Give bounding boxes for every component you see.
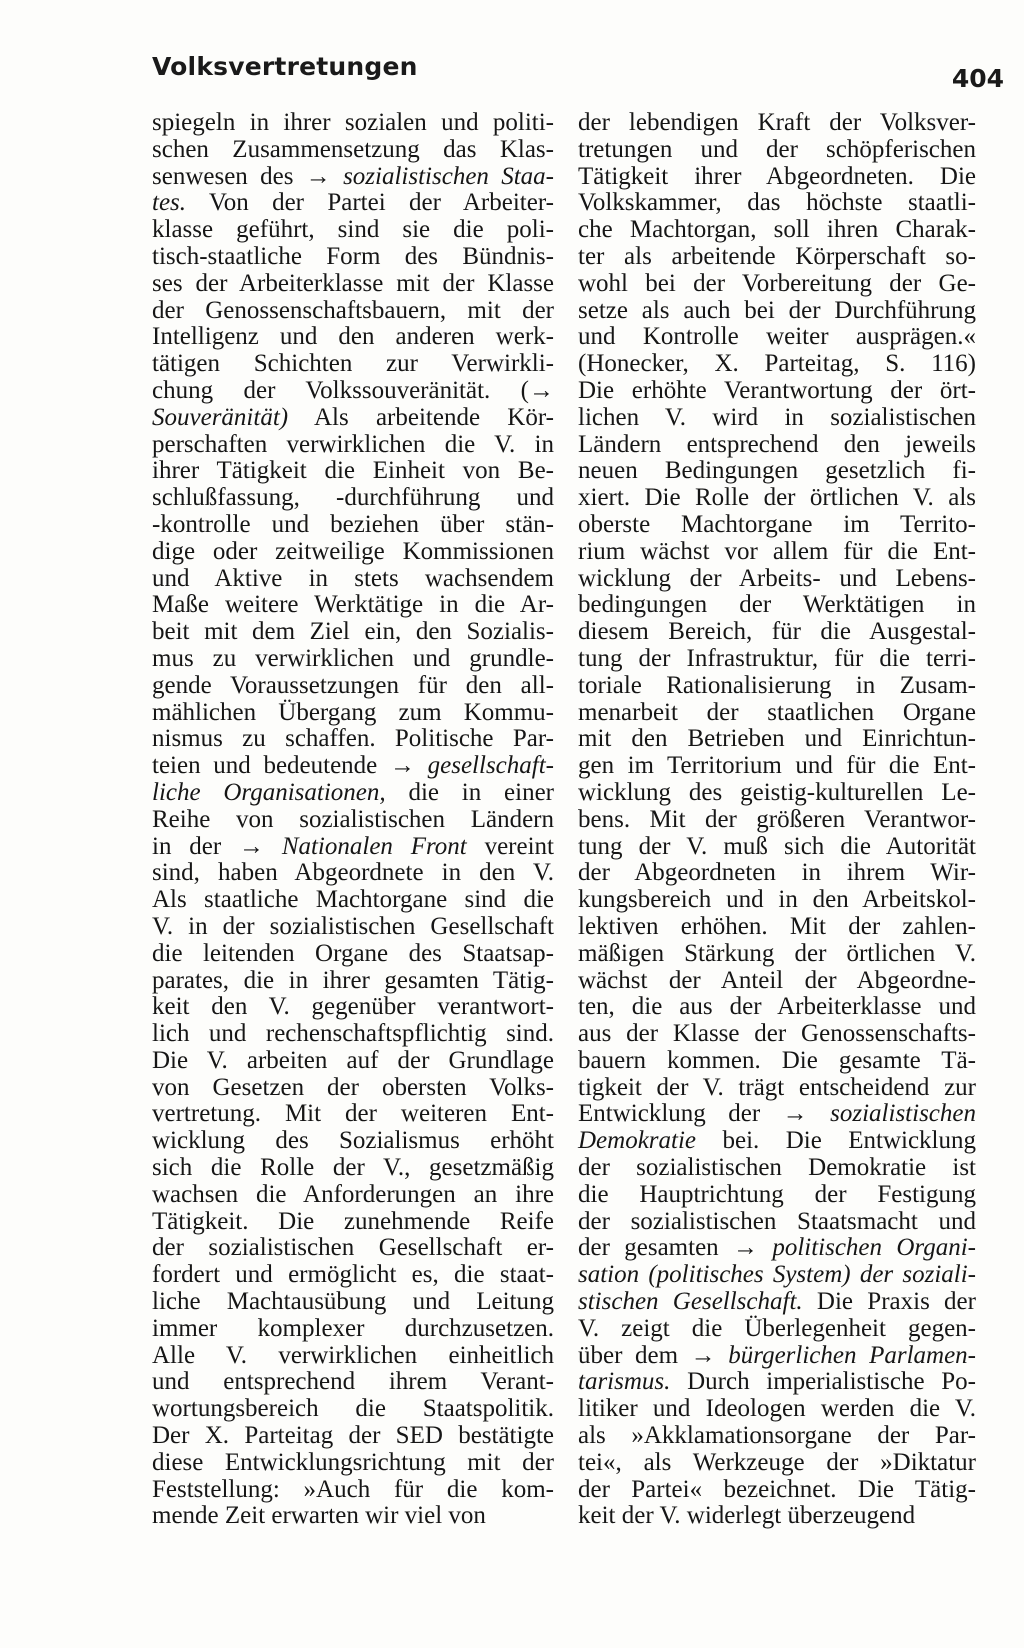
- body-text: (Honecker, X. Parteitag, S. 116): [578, 350, 976, 378]
- body-text: Als arbeitende Kör-: [288, 403, 554, 431]
- body-text: mählichen Übergang zum Kommu-: [152, 698, 554, 726]
- text-line: [152, 1369, 554, 1396]
- body-text: gende Voraussetzungen für den all-: [152, 671, 554, 699]
- body-text: bedingungen der Werktätigen in: [578, 591, 976, 619]
- text-line: [152, 1128, 554, 1155]
- body-text: tei«, als Werkzeuge der »Diktatur: [578, 1448, 976, 1476]
- text-line: [578, 566, 976, 593]
- body-text: Durch imperialistische Po-: [670, 1368, 976, 1396]
- body-text: rium wächst vor allem für die Ent-: [578, 537, 976, 565]
- body-text: mus zu verwirklichen und grundle-: [152, 644, 554, 672]
- page-number: 404: [951, 64, 1004, 93]
- body-text: bauern kommen. Die gesamte Tä-: [578, 1046, 976, 1074]
- body-text: diese Entwicklungsrichtung mit der: [152, 1448, 554, 1476]
- text-line: [578, 1503, 976, 1530]
- body-text: Entwicklung der →: [578, 1100, 831, 1128]
- text-line: [578, 324, 976, 351]
- text-line: [152, 726, 554, 753]
- body-text: chung der Volkssouveränität. (→: [152, 376, 554, 404]
- text-line: [152, 673, 554, 700]
- text-line: [578, 405, 976, 432]
- body-text: immer komplexer durchzusetzen.: [152, 1314, 554, 1342]
- text-line: [152, 1316, 554, 1343]
- text-line: [152, 914, 554, 941]
- text-line: [578, 941, 976, 968]
- body-text: perschaften verwirklichen die V. in: [152, 430, 554, 458]
- body-text: fordert und ermöglicht es, die staat-: [152, 1261, 554, 1289]
- body-text: tigkeit der V. trägt entscheidend zur: [578, 1073, 976, 1101]
- text-line: [578, 458, 976, 485]
- text-line: [578, 887, 976, 914]
- text-line: [578, 1182, 976, 1209]
- text-line: [578, 700, 976, 727]
- text-line: [152, 1155, 554, 1182]
- text-line: [152, 164, 554, 191]
- body-text: gen im Territorium und für die Ent-: [578, 752, 976, 780]
- text-line: [578, 539, 976, 566]
- italic-reference-text: tes.: [152, 189, 187, 217]
- italic-reference-text: Demokratie: [578, 1127, 697, 1155]
- body-text: Volkskammer, das höchste staatli-: [578, 189, 976, 217]
- body-text: teien und bedeutende →: [152, 752, 428, 780]
- body-text: bens. Mit der größeren Verantwor-: [578, 805, 976, 833]
- text-line: [152, 807, 554, 834]
- body-text: lektiven erhöhen. Mit der zahlen-: [578, 912, 976, 940]
- text-line: [578, 619, 976, 646]
- text-line: [578, 298, 976, 325]
- body-text: tisch-staatliche Form des Bündnis-: [152, 242, 554, 270]
- body-text: V. in der sozialistischen Gesellschaft: [152, 912, 554, 940]
- text-line: [152, 1450, 554, 1477]
- body-text: diesem Bereich, für die Ausgestal-: [578, 618, 976, 646]
- right-text-column: [578, 110, 976, 1530]
- text-line: [152, 1048, 554, 1075]
- text-line: [578, 164, 976, 191]
- text-line: [578, 351, 976, 378]
- text-line: [152, 244, 554, 271]
- text-line: [578, 244, 976, 271]
- text-line: [578, 1075, 976, 1102]
- text-line: [578, 1450, 976, 1477]
- body-text: Die Praxis der: [802, 1288, 976, 1316]
- body-text: Der X. Parteitag der SED bestätigte: [152, 1422, 554, 1450]
- body-text: sind, haben Abgeordnete in den V.: [152, 859, 554, 887]
- text-line: [578, 1048, 976, 1075]
- body-text: wicklung des geistig-kulturellen Le-: [578, 778, 976, 806]
- body-text: wicklung des Sozialismus erhöht: [152, 1127, 554, 1155]
- italic-reference-text: bürgerlichen Parlamen-: [728, 1341, 976, 1369]
- text-line: [152, 1289, 554, 1316]
- text-line: [578, 592, 976, 619]
- text-line: [578, 432, 976, 459]
- text-line: [152, 1262, 554, 1289]
- body-text: dige oder zeitweilige Kommissionen: [152, 537, 554, 565]
- text-line: [152, 1182, 554, 1209]
- italic-reference-text: politischen Organi-: [772, 1234, 976, 1262]
- body-text: über dem →: [578, 1341, 729, 1369]
- body-text: die in einer: [385, 778, 554, 806]
- text-line: [578, 646, 976, 673]
- text-line: [152, 324, 554, 351]
- text-line: [152, 432, 554, 459]
- body-text: der lebendigen Kraft der Volksver-: [578, 109, 976, 136]
- body-text: tung der Infrastruktur, für die terri-: [578, 644, 976, 672]
- text-line: [578, 137, 976, 164]
- text-line: [578, 190, 976, 217]
- text-line: [578, 1289, 976, 1316]
- body-text: litiker und Ideologen werden die V.: [578, 1395, 976, 1423]
- body-text: Die erhöhte Verantwortung der ört-: [578, 376, 976, 404]
- text-line: [152, 1396, 554, 1423]
- text-line: [578, 110, 976, 137]
- text-line: [152, 137, 554, 164]
- text-line: [152, 566, 554, 593]
- text-line: [578, 1209, 976, 1236]
- body-text: mende Zeit erwarten wir viel von: [152, 1502, 486, 1530]
- body-text: schlußfassung, -durchführung und: [152, 484, 554, 512]
- body-text: ses der Arbeiterklasse mit der Klasse: [152, 269, 554, 297]
- body-text: der sozialistischen Demokratie ist: [578, 1154, 976, 1182]
- body-text: aus der Klasse der Genossenschafts-: [578, 1020, 976, 1048]
- body-text: menarbeit der staatlichen Organe: [578, 698, 976, 726]
- body-text: wicklung der Arbeits- und Lebens-: [578, 564, 976, 592]
- italic-reference-text: sation (politisches System) der soziali-: [578, 1261, 976, 1289]
- body-text: wächst der Anteil der Abgeordne-: [578, 966, 976, 994]
- body-text: und entsprechend ihrem Verant-: [152, 1368, 554, 1396]
- body-text: neuen Bedingungen gesetzlich fi-: [578, 457, 976, 485]
- text-line: [152, 780, 554, 807]
- text-line: [578, 673, 976, 700]
- italic-reference-text: sozialistischen: [830, 1100, 976, 1128]
- body-text: von Gesetzen der obersten Volks-: [152, 1073, 554, 1101]
- body-text: liche Machtausübung und Leitung: [152, 1288, 554, 1316]
- text-line: [152, 405, 554, 432]
- body-text: Tätigkeit ihrer Abgeordneten. Die: [578, 162, 976, 190]
- body-text: -kontrolle und beziehen über stän-: [152, 510, 554, 538]
- text-line: [578, 1477, 976, 1504]
- italic-reference-text: sozialistischen Staa-: [343, 162, 554, 190]
- body-text: ten, die aus der Arbeiterklasse und: [578, 993, 976, 1021]
- text-line: [152, 512, 554, 539]
- text-line: [152, 378, 554, 405]
- text-line: [152, 941, 554, 968]
- text-line: [578, 994, 976, 1021]
- body-text: V. zeigt die Überlegenheit gegen-: [578, 1314, 976, 1342]
- text-line: [578, 1101, 976, 1128]
- body-text: die Hauptrichtung der Festigung: [578, 1180, 976, 1208]
- body-text: der sozialistischen Gesellschaft er-: [152, 1234, 554, 1262]
- italic-reference-text: gesellschaft-: [427, 752, 554, 780]
- body-text: Maße weitere Werktätige in die Ar-: [152, 591, 554, 619]
- body-text: lichen V. wird in sozialistischen: [578, 403, 976, 431]
- text-line: [152, 485, 554, 512]
- body-text: der Abgeordneten in ihrem Wir-: [578, 859, 976, 887]
- body-text: Reihe von sozialistischen Ländern: [152, 805, 554, 833]
- text-line: [578, 1316, 976, 1343]
- text-line: [152, 271, 554, 298]
- italic-reference-text: liche Organisationen,: [152, 778, 386, 806]
- body-text: Die V. arbeiten auf der Grundlage: [152, 1046, 554, 1074]
- body-text: kungsbereich und in den Arbeitskol-: [578, 886, 976, 914]
- text-line: [152, 110, 554, 137]
- text-line: [578, 378, 976, 405]
- text-line: [152, 592, 554, 619]
- body-text: Feststellung: »Auch für die kom-: [152, 1475, 554, 1503]
- text-line: [578, 1343, 976, 1370]
- text-line: [152, 298, 554, 325]
- text-line: [152, 1235, 554, 1262]
- text-line: [578, 1155, 976, 1182]
- text-line: [578, 780, 976, 807]
- body-text: als »Akklamationsorgane der Par-: [578, 1422, 976, 1450]
- body-text: klasse geführt, sind sie die poli-: [152, 216, 554, 244]
- body-text: und Aktive in stets wachsendem: [152, 564, 554, 592]
- text-line: [152, 887, 554, 914]
- italic-reference-text: Souveränität): [152, 403, 289, 431]
- body-text: der gesamten →: [578, 1234, 773, 1262]
- body-text: keit den V. gegenüber verantwort-: [152, 993, 554, 1021]
- body-text: tung der V. muß sich die Autorität: [578, 832, 976, 860]
- body-text: lich und rechenschaftspflichtig sind.: [152, 1020, 554, 1048]
- body-text: nismus zu schaffen. Politische Par-: [152, 725, 554, 753]
- body-text: vertretung. Mit der weiteren Ent-: [152, 1100, 554, 1128]
- text-line: [152, 860, 554, 887]
- body-text: und Kontrolle weiter ausprägen.«: [578, 323, 976, 351]
- text-line: [578, 1423, 976, 1450]
- body-text: der sozialistischen Staatsmacht und: [578, 1207, 976, 1235]
- text-line: [578, 1396, 976, 1423]
- text-line: [152, 968, 554, 995]
- italic-reference-text: stischen Gesellschaft.: [578, 1288, 803, 1316]
- body-text: beit mit dem Ziel ein, den Sozialis-: [152, 618, 554, 646]
- body-text: der Genossenschaftsbauern, mit der: [152, 296, 554, 324]
- text-line: [578, 860, 976, 887]
- text-line: [578, 1262, 976, 1289]
- body-text: sich die Rolle der V., gesetzmäßig: [152, 1154, 554, 1182]
- body-text: tretungen und der schöpferischen: [578, 135, 976, 163]
- body-text: mäßigen Stärkung der örtlichen V.: [578, 939, 976, 967]
- text-line: [152, 1101, 554, 1128]
- body-text: Von der Partei der Arbeiter-: [186, 189, 554, 217]
- text-line: [152, 458, 554, 485]
- italic-reference-text: Nationalen Front: [281, 832, 467, 860]
- body-text: vereint: [466, 832, 554, 860]
- body-text: keit der V. widerlegt überzeugend: [578, 1502, 916, 1530]
- text-line: [578, 271, 976, 298]
- text-line: [152, 539, 554, 566]
- body-text: in der →: [152, 832, 282, 860]
- body-text: senwesen des →: [152, 162, 344, 190]
- italic-reference-text: tarismus.: [578, 1368, 671, 1396]
- body-text: Tätigkeit. Die zunehmende Reife: [152, 1207, 554, 1235]
- left-text-column: [152, 110, 554, 1530]
- text-line: [152, 619, 554, 646]
- text-line: [578, 485, 976, 512]
- text-line: [152, 700, 554, 727]
- body-text: toriale Rationalisierung in Zusam-: [578, 671, 976, 699]
- body-text: der Partei« bezeichnet. Die Tätig-: [578, 1475, 976, 1503]
- text-line: [578, 726, 976, 753]
- text-line: [152, 1021, 554, 1048]
- body-text: ter als arbeitende Körperschaft so-: [578, 242, 976, 270]
- text-line: [152, 1423, 554, 1450]
- body-text: ihrer Tätigkeit die Einheit von Be-: [152, 457, 554, 485]
- text-line: [152, 351, 554, 378]
- text-line: [152, 1209, 554, 1236]
- text-line: [578, 1021, 976, 1048]
- body-text: die leitenden Organe des Staatsap-: [152, 939, 554, 967]
- text-line: [578, 217, 976, 244]
- text-line: [578, 512, 976, 539]
- running-header-title: Volksvertretungen: [152, 52, 418, 81]
- body-text: wortungsbereich die Staatspolitik.: [152, 1395, 554, 1423]
- text-line: [152, 1503, 554, 1530]
- text-line: [578, 834, 976, 861]
- text-line: [578, 1369, 976, 1396]
- text-line: [152, 1477, 554, 1504]
- body-text: wohl bei der Vorbereitung der Ge-: [578, 269, 976, 297]
- body-text: Ländern entsprechend den jeweils: [578, 430, 976, 458]
- body-text: schen Zusammensetzung das Klas-: [152, 135, 554, 163]
- text-line: [578, 968, 976, 995]
- text-line: [152, 1343, 554, 1370]
- body-text: parates, die in ihrer gesamten Tätig-: [152, 966, 554, 994]
- text-line: [152, 1075, 554, 1102]
- text-line: [152, 190, 554, 217]
- body-text: mit den Betrieben und Einrichtun-: [578, 725, 976, 753]
- body-text: tätigen Schichten zur Verwirkli-: [152, 350, 554, 378]
- text-line: [152, 646, 554, 673]
- text-line: [578, 1235, 976, 1262]
- text-line: [578, 914, 976, 941]
- body-text: che Machtorgan, soll ihren Charak-: [578, 216, 976, 244]
- text-line: [152, 994, 554, 1021]
- body-text: Alle V. verwirklichen einheitlich: [152, 1341, 554, 1369]
- body-text: Als staatliche Machtorgane sind die: [152, 886, 554, 914]
- body-text: wachsen die Anforderungen an ihre: [152, 1180, 554, 1208]
- body-text: oberste Machtorgane im Territo-: [578, 510, 976, 538]
- body-text: bei. Die Entwicklung: [696, 1127, 976, 1155]
- text-line: [578, 1128, 976, 1155]
- text-line: [152, 217, 554, 244]
- text-line: [578, 807, 976, 834]
- body-text: Intelligenz und den anderen werk-: [152, 323, 554, 351]
- body-text: spiegeln in ihrer sozialen und politi-: [152, 109, 554, 136]
- text-line: [152, 753, 554, 780]
- text-line: [152, 834, 554, 861]
- text-line: [578, 753, 976, 780]
- body-text: xiert. Die Rolle der örtlichen V. als: [578, 484, 976, 512]
- body-text: setze als auch bei der Durchführung: [578, 296, 976, 324]
